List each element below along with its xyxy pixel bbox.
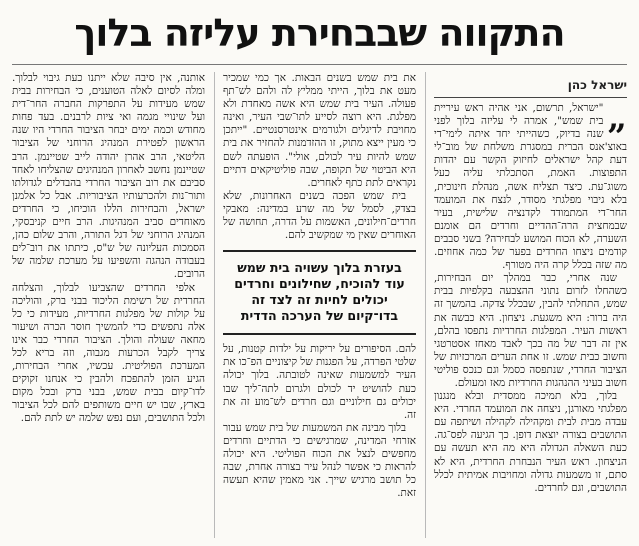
- headline: התקווה שבבחירת עליזה בלוך: [74, 11, 565, 55]
- byline: ישראל כהן: [567, 78, 627, 92]
- paragraph: אלפי החרדים שהצביעו לבלוך, והצלחה החרדית של רשימת הליכוד בבני ברק, והוליכה על קולות של מפלגות החרדיות, מעידות כי כל אלה נתפשים כדי להמשיך חוסר הכרה ושיעור מחאה שעולה והולך. הציבור החרדי כבר אינו צריך לקבל הכרעות מגבוה, וזה בריא לכל המערכת הפוליטית. עכשיו, אחרי הבחירות, הגיע הזמן להתפכח ולהבין כי אנחנו זקוקים לדו־קיום בבית שמש, בבני ברק ובכל מקום בארץ, שבו יש חיים משותפים להם לכל הציבור ולכל התושבים, ועם נפש שלמה יש לתת להם.: [12, 281, 205, 425]
- paragraph: אותנה, אין סיבה שלא ייתנו כעת גיבוי לבלוך. ומלה לסיום לאלה הטוענים, כי הבחירות בבית שמש מעידות על התפרקות החברה החר־דית ועל שינויי מגמה ואי ציות לרבנים. בעד פחות מחודש וכמה ימים יבחר הציבור החרדי היו שנה הראשון לפטירת המנהיג הרוחני של הציבור הליטאי, הרב אהרן יהודה לייב שטיינמן. הרב שטיינמן נחשב לאחרון המנהיגים שהצליחו לאחד סביבם את רוב הציבור החרדי בהבדלים לגדולתו ותור־נות ולהכרעותיו הציבוריות. אבל כל אלמנן ישראל, והבחירות הללו הוכיחו, כי החרדים מאוחדים סביב המנהיגות. הרב חיים קניבסקי, המנהיג הרוחני של דגל התורה, והרב שלום כהן, הסמכות העליונה של ש"ס, כיתתו את רוב־לים בעבודה הנהגה והשפיעו על מערכת שלמה של הרובים.: [12, 72, 205, 281]
- paragraph: שנה אחרי, כבר במהלך יום הבחירות, כשהחלו לזרום נתוני ההצבעה בקלפיות בבית שמש, התחלתי להבין, שבכלל צדקה. בהמשך זה היה ברור: היא משגעת. ניצחון. היא כבשה את ראשות העיר. המפלגות החרדיות נתפסו בהלם, אין זה דבר של מה בכך לאבד מאחז אסטרטגי וחשוב כבית שמש. זו אחת הערים המרכזיות של הציבור החרדי, שנתפסה כסמל וגם כנכס פוליטי חשוב בעיני ההנהגות החרדיות מאז ומעולם.: [434, 272, 627, 389]
- article-body: [12, 72, 627, 538]
- headline-rule: [12, 64, 627, 65]
- pull-quote: בעזרת בלוך עשויה בית שמש עוד להוכיח, שחילונים וחרדים יכולים לחיות זה לצד זה בדו־קיום של הערכה הדדית: [223, 250, 416, 335]
- paragraph: בלוך, בלא תמיכה ממסדית ובלא מנגנון מפלגתי מאורגן, ניצחה את המועמד החרדי. היא עבדה מבית לבית ומקהילה לקהילה ושיתפה עם התושבים בצורה יוצאת דופן. כך הגיעה לפס־גה. כעת השאלה הגדולה היא מה היא תעשה עם הניצחון. ראש העיר הנבחרת החרדית, היא לא סתם, זו משמעות גדולה ומחויבות אמיתית לכלל התושבים, וגם לחרדים.: [434, 390, 627, 494]
- column-right: [425, 72, 627, 538]
- paragraph: "ישראל, תרשום, אני אהיה ראש עיריית בית שמש", אמרה לי עליזה בלוך לפני שנה בדיוק, כשהייתי יחד איתה לימי־די באוצ'אנס הברית במסגרת משלחת של מוב־לי דעת קהל ישראלים לחיזוק הקשר עם יהדות התפוצות. האמת, הסתכלתי עליה כעל משוג־עת. כיצד תצליח אשה, מנהלת חינוכית, בלא גיבוי מפלגתי מסודר, לנצח את המועמד החר־די המתמודד לקדנציה שלישית, בעיר שבמחצית הרה־ההדיים וחרדים הם אומנם השערה, לא הכוח המושע לבחירה? בשני סבבים קודמים ניצחו החרדים בפער של כמה אחוזים. מה שזה בכלל קרה היה מטורף.: [434, 102, 627, 272]
- paragraph: להם. הסיפורים על יריקות על ילדות קטנות, על שלטי הפרדה, על הפגנות של קיצוניים הפ־כו את העיר למשמעות שאינה לטובתה. בלוך יכולה כעת להושיט יד לכולם ולגרום לתה־ליך שבו יכולים גם חילוניים וגם חרדים לש־מוע זה את זה.: [223, 343, 416, 421]
- paragraph: את בית שמש בשנים הבאות. אך כמי שמכיר מעט את בלוך, הייתי ממליץ לה ולהם לש־תף פעולה. העיר בית שמש היא אשה מאחדת ולא מפלגת. היא רוצה לסייע לתו־שבי העיר, ואינה מחויבת לדיגלים ולגורמים אינטרסנטיים. "ייתכן כי מעין ייצא מתוק, זו ההזדמנות להחזיר את בית שמש להיות עיר לכולם, אולי". הופעתה לשם היא הביטוי של תקופה, שבה פוליטיקאים דתיים נקראים לתת כתף לאחרים.: [223, 72, 416, 189]
- paragraph: בית שמש הפכה בשנים האחרונות, שלא בצדק, לסמל של מה שרע במדינה: מאבקי חרדים־חילונים, האשמות על הדרה, תחושה של האוחרים שאין מי שמקשיב להם.: [223, 189, 416, 242]
- opening-quote-mark: „: [607, 98, 627, 138]
- byline-box: [434, 72, 627, 98]
- column-middle: [214, 72, 416, 538]
- column-left: [12, 72, 205, 538]
- paragraph: בלוך מבינה את המשמעות של בית שמש עבור אזרחי המדינה, שמרגישים כי הדתיים וחרדים מחפשים לנצל את הכוח הפוליטי. היא יכולה להראות כי אפשר לנהל עיר בצורה אחרת, שבה כל תושב מרגיש שייך. אני מאמין שהיא תעשה זאת.: [223, 421, 416, 500]
